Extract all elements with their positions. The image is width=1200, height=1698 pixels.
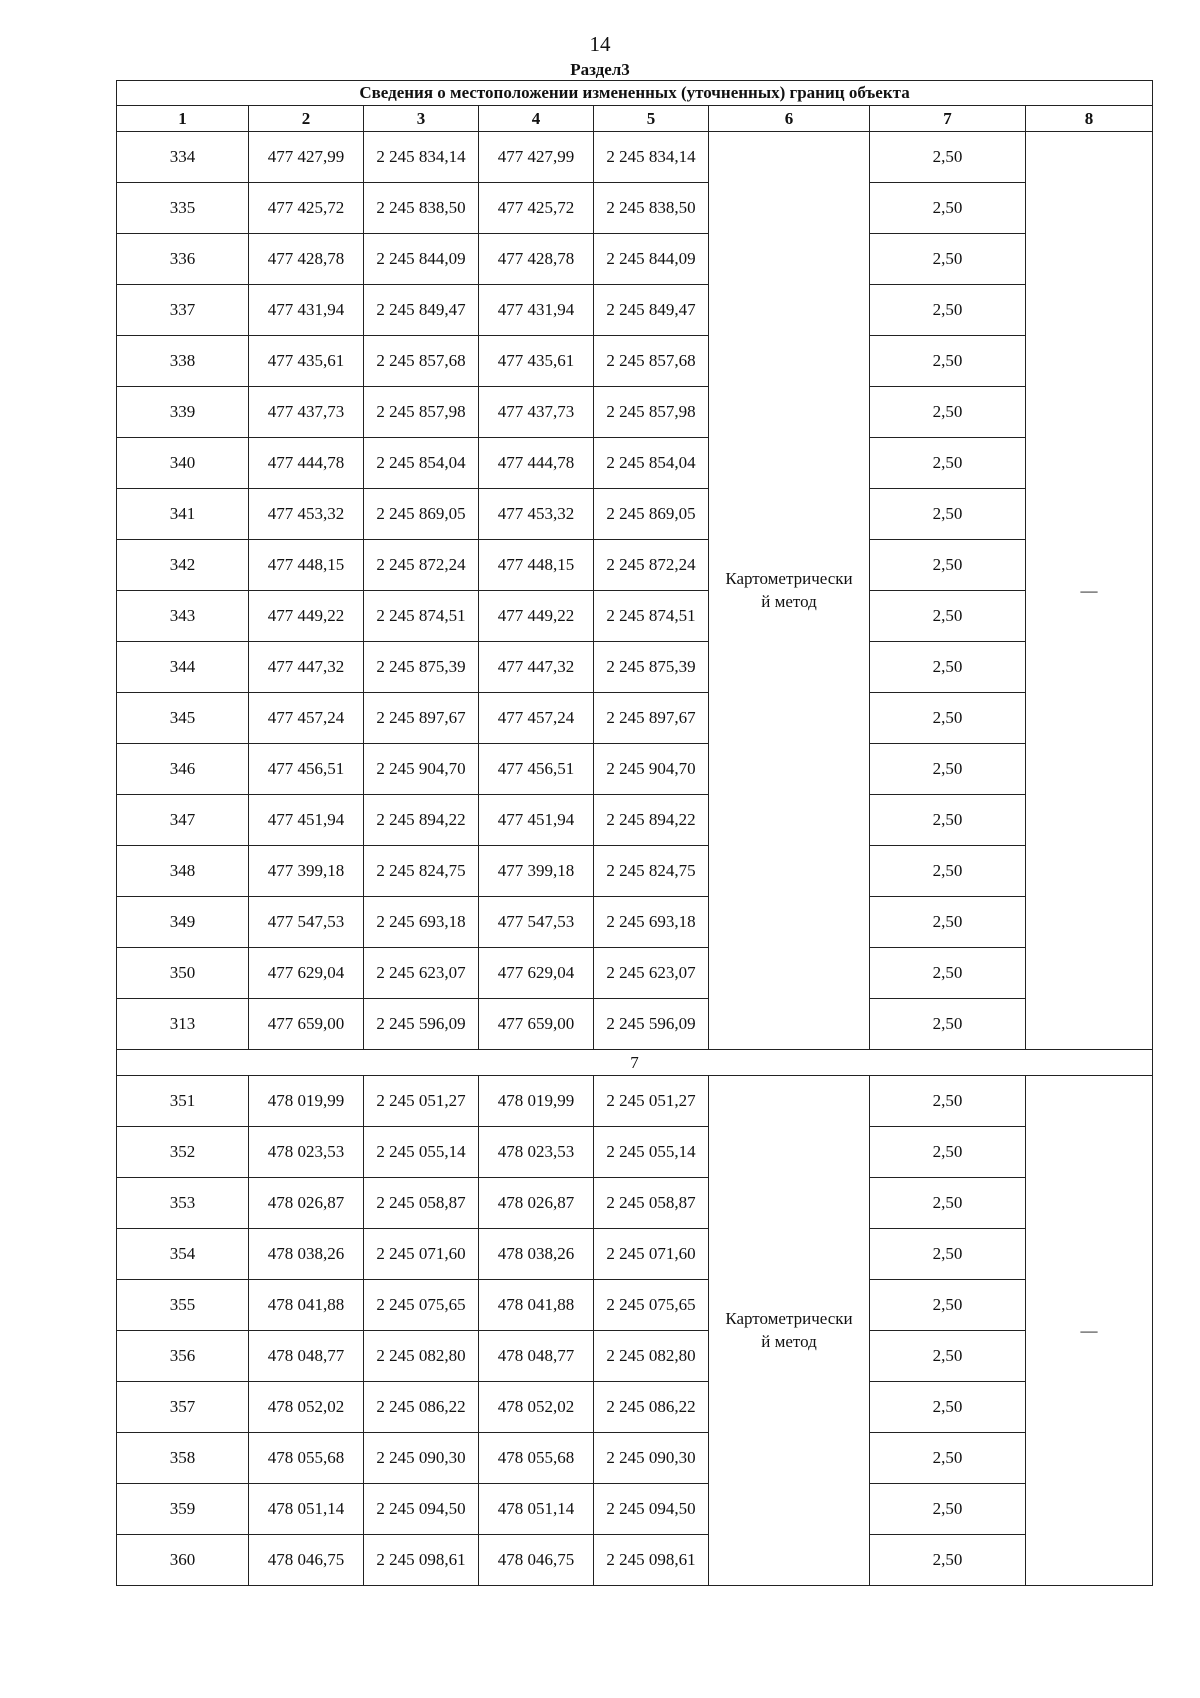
- y-old-cell: 2 245 844,09: [364, 234, 479, 285]
- table-row: [117, 846, 1153, 897]
- accuracy-cell: 2,50: [870, 1535, 1026, 1586]
- accuracy-cell: 2,50: [870, 642, 1026, 693]
- table-row: [117, 285, 1153, 336]
- coordinates-table: [116, 80, 1153, 1586]
- y-old-cell: 2 245 623,07: [364, 948, 479, 999]
- point-number-cell: 353: [117, 1178, 249, 1229]
- x-new-cell: 477 547,53: [479, 897, 594, 948]
- accuracy-cell: 2,50: [870, 1433, 1026, 1484]
- group-label: 7: [117, 1050, 1153, 1076]
- accuracy-cell: 2,50: [870, 1484, 1026, 1535]
- y-new-cell: 2 245 623,07: [594, 948, 709, 999]
- x-new-cell: 478 019,99: [479, 1076, 594, 1127]
- point-number-cell: 313: [117, 999, 249, 1050]
- accuracy-cell: 2,50: [870, 846, 1026, 897]
- y-old-cell: 2 245 857,68: [364, 336, 479, 387]
- point-number-cell: 344: [117, 642, 249, 693]
- y-new-cell: 2 245 596,09: [594, 999, 709, 1050]
- accuracy-cell: 2,50: [870, 744, 1026, 795]
- point-number-cell: 347: [117, 795, 249, 846]
- x-new-cell: 477 444,78: [479, 438, 594, 489]
- x-new-cell: 478 023,53: [479, 1127, 594, 1178]
- x-old-cell: 477 435,61: [249, 336, 364, 387]
- column-header: 5: [594, 106, 709, 132]
- x-old-cell: 478 052,02: [249, 1382, 364, 1433]
- point-number-cell: 345: [117, 693, 249, 744]
- column-header: 8: [1026, 106, 1153, 132]
- point-number-cell: 343: [117, 591, 249, 642]
- x-new-cell: 477 431,94: [479, 285, 594, 336]
- accuracy-cell: 2,50: [870, 234, 1026, 285]
- method-cell: [709, 1076, 870, 1586]
- table-caption-row: [117, 81, 1153, 106]
- accuracy-cell: 2,50: [870, 540, 1026, 591]
- y-old-cell: 2 245 094,50: [364, 1484, 479, 1535]
- accuracy-cell: 2,50: [870, 1331, 1026, 1382]
- y-old-cell: 2 245 082,80: [364, 1331, 479, 1382]
- column-header: 4: [479, 106, 594, 132]
- point-number-cell: 355: [117, 1280, 249, 1331]
- accuracy-cell: 2,50: [870, 1178, 1026, 1229]
- y-old-cell: 2 245 894,22: [364, 795, 479, 846]
- x-old-cell: 477 457,24: [249, 693, 364, 744]
- x-old-cell: 477 447,32: [249, 642, 364, 693]
- table-row: [117, 183, 1153, 234]
- table-row: [117, 693, 1153, 744]
- x-new-cell: 477 435,61: [479, 336, 594, 387]
- y-new-cell: 2 245 071,60: [594, 1229, 709, 1280]
- y-old-cell: 2 245 849,47: [364, 285, 479, 336]
- table-row: [117, 1280, 1153, 1331]
- x-old-cell: 478 051,14: [249, 1484, 364, 1535]
- point-number-cell: 348: [117, 846, 249, 897]
- y-new-cell: 2 245 904,70: [594, 744, 709, 795]
- table-caption: Сведения о местоположении измененных (уточненных) границ объекта: [117, 81, 1153, 106]
- y-old-cell: 2 245 055,14: [364, 1127, 479, 1178]
- accuracy-cell: 2,50: [870, 438, 1026, 489]
- x-old-cell: 477 659,00: [249, 999, 364, 1050]
- x-new-cell: 478 055,68: [479, 1433, 594, 1484]
- x-old-cell: 477 437,73: [249, 387, 364, 438]
- x-old-cell: 477 449,22: [249, 591, 364, 642]
- column-header: 1: [117, 106, 249, 132]
- y-old-cell: 2 245 086,22: [364, 1382, 479, 1433]
- y-new-cell: 2 245 849,47: [594, 285, 709, 336]
- table-row: [117, 1127, 1153, 1178]
- y-old-cell: 2 245 857,98: [364, 387, 479, 438]
- point-number-cell: 356: [117, 1331, 249, 1382]
- x-old-cell: 477 399,18: [249, 846, 364, 897]
- column-header: 6: [709, 106, 870, 132]
- y-new-cell: 2 245 051,27: [594, 1076, 709, 1127]
- point-number-cell: 360: [117, 1535, 249, 1586]
- x-new-cell: 478 052,02: [479, 1382, 594, 1433]
- x-old-cell: 478 023,53: [249, 1127, 364, 1178]
- method-text-line: й метод: [761, 1331, 817, 1351]
- point-number-cell: 340: [117, 438, 249, 489]
- point-number-cell: 337: [117, 285, 249, 336]
- point-number-cell: 357: [117, 1382, 249, 1433]
- point-number-cell: 341: [117, 489, 249, 540]
- x-new-cell: 478 046,75: [479, 1535, 594, 1586]
- point-number-cell: 342: [117, 540, 249, 591]
- accuracy-cell: 2,50: [870, 132, 1026, 183]
- y-new-cell: 2 245 058,87: [594, 1178, 709, 1229]
- column-header: 3: [364, 106, 479, 132]
- x-old-cell: 477 453,32: [249, 489, 364, 540]
- point-number-cell: 339: [117, 387, 249, 438]
- x-new-cell: 477 437,73: [479, 387, 594, 438]
- point-number-cell: 336: [117, 234, 249, 285]
- x-new-cell: 477 451,94: [479, 795, 594, 846]
- accuracy-cell: 2,50: [870, 336, 1026, 387]
- table-row: [117, 591, 1153, 642]
- table-row: [117, 387, 1153, 438]
- accuracy-cell: 2,50: [870, 999, 1026, 1050]
- x-old-cell: 477 427,99: [249, 132, 364, 183]
- y-old-cell: 2 245 874,51: [364, 591, 479, 642]
- x-old-cell: 478 026,87: [249, 1178, 364, 1229]
- x-old-cell: 477 629,04: [249, 948, 364, 999]
- y-old-cell: 2 245 854,04: [364, 438, 479, 489]
- y-new-cell: 2 245 098,61: [594, 1535, 709, 1586]
- x-old-cell: 477 431,94: [249, 285, 364, 336]
- x-new-cell: 478 038,26: [479, 1229, 594, 1280]
- point-number-cell: 358: [117, 1433, 249, 1484]
- table-row: [117, 642, 1153, 693]
- point-number-cell: 359: [117, 1484, 249, 1535]
- y-old-cell: 2 245 869,05: [364, 489, 479, 540]
- x-new-cell: 477 456,51: [479, 744, 594, 795]
- x-old-cell: 477 444,78: [249, 438, 364, 489]
- y-new-cell: 2 245 082,80: [594, 1331, 709, 1382]
- table-row: [117, 132, 1153, 183]
- x-new-cell: 478 048,77: [479, 1331, 594, 1382]
- y-new-cell: 2 245 854,04: [594, 438, 709, 489]
- accuracy-cell: 2,50: [870, 489, 1026, 540]
- column-header: 7: [870, 106, 1026, 132]
- note-cell: —: [1026, 1076, 1153, 1586]
- y-new-cell: 2 245 838,50: [594, 183, 709, 234]
- x-new-cell: 477 629,04: [479, 948, 594, 999]
- y-new-cell: 2 245 897,67: [594, 693, 709, 744]
- x-old-cell: 477 456,51: [249, 744, 364, 795]
- point-number-cell: 354: [117, 1229, 249, 1280]
- accuracy-cell: 2,50: [870, 795, 1026, 846]
- accuracy-cell: 2,50: [870, 591, 1026, 642]
- y-old-cell: 2 245 098,61: [364, 1535, 479, 1586]
- accuracy-cell: 2,50: [870, 693, 1026, 744]
- table-row: [117, 1382, 1153, 1433]
- y-old-cell: 2 245 051,27: [364, 1076, 479, 1127]
- x-new-cell: 477 427,99: [479, 132, 594, 183]
- x-new-cell: 478 026,87: [479, 1178, 594, 1229]
- table-row: [117, 489, 1153, 540]
- x-new-cell: 478 041,88: [479, 1280, 594, 1331]
- x-old-cell: 478 048,77: [249, 1331, 364, 1382]
- x-old-cell: 477 451,94: [249, 795, 364, 846]
- y-new-cell: 2 245 857,98: [594, 387, 709, 438]
- y-old-cell: 2 245 596,09: [364, 999, 479, 1050]
- y-new-cell: 2 245 844,09: [594, 234, 709, 285]
- point-number-cell: 351: [117, 1076, 249, 1127]
- column-header: 2: [249, 106, 364, 132]
- y-old-cell: 2 245 838,50: [364, 183, 479, 234]
- note-cell: —: [1026, 132, 1153, 1050]
- accuracy-cell: 2,50: [870, 387, 1026, 438]
- method-text-line: Картометрически: [725, 1308, 853, 1328]
- group-label-row: [117, 1050, 1153, 1076]
- table-row: [117, 234, 1153, 285]
- x-new-cell: 477 453,32: [479, 489, 594, 540]
- accuracy-cell: 2,50: [870, 1280, 1026, 1331]
- accuracy-cell: 2,50: [870, 948, 1026, 999]
- y-new-cell: 2 245 857,68: [594, 336, 709, 387]
- accuracy-cell: 2,50: [870, 1076, 1026, 1127]
- y-new-cell: 2 245 834,14: [594, 132, 709, 183]
- section-title: Раздел3: [570, 60, 630, 79]
- x-new-cell: 477 448,15: [479, 540, 594, 591]
- x-new-cell: 477 457,24: [479, 693, 594, 744]
- y-old-cell: 2 245 834,14: [364, 132, 479, 183]
- table-row: [117, 1178, 1153, 1229]
- page-number: 14: [589, 32, 611, 56]
- y-old-cell: 2 245 058,87: [364, 1178, 479, 1229]
- column-header-row: [117, 106, 1153, 132]
- table-row: [117, 948, 1153, 999]
- y-new-cell: 2 245 894,22: [594, 795, 709, 846]
- x-new-cell: 477 659,00: [479, 999, 594, 1050]
- point-number-cell: 350: [117, 948, 249, 999]
- y-new-cell: 2 245 090,30: [594, 1433, 709, 1484]
- y-new-cell: 2 245 875,39: [594, 642, 709, 693]
- y-new-cell: 2 245 055,14: [594, 1127, 709, 1178]
- y-old-cell: 2 245 872,24: [364, 540, 479, 591]
- accuracy-cell: 2,50: [870, 1127, 1026, 1178]
- y-old-cell: 2 245 090,30: [364, 1433, 479, 1484]
- table-row: [117, 438, 1153, 489]
- x-new-cell: 477 425,72: [479, 183, 594, 234]
- accuracy-cell: 2,50: [870, 1382, 1026, 1433]
- y-old-cell: 2 245 875,39: [364, 642, 479, 693]
- y-old-cell: 2 245 904,70: [364, 744, 479, 795]
- table-row: [117, 1076, 1153, 1127]
- y-old-cell: 2 245 897,67: [364, 693, 479, 744]
- x-old-cell: 477 428,78: [249, 234, 364, 285]
- point-number-cell: 346: [117, 744, 249, 795]
- y-new-cell: 2 245 872,24: [594, 540, 709, 591]
- x-new-cell: 477 428,78: [479, 234, 594, 285]
- x-new-cell: 478 051,14: [479, 1484, 594, 1535]
- x-old-cell: 478 041,88: [249, 1280, 364, 1331]
- x-old-cell: 477 547,53: [249, 897, 364, 948]
- y-new-cell: 2 245 869,05: [594, 489, 709, 540]
- table-row: [117, 1484, 1153, 1535]
- x-old-cell: 478 019,99: [249, 1076, 364, 1127]
- accuracy-cell: 2,50: [870, 183, 1026, 234]
- point-number-cell: 338: [117, 336, 249, 387]
- table-row: [117, 1535, 1153, 1586]
- y-new-cell: 2 245 693,18: [594, 897, 709, 948]
- x-old-cell: 478 038,26: [249, 1229, 364, 1280]
- table-row: [117, 1433, 1153, 1484]
- table-row: [117, 999, 1153, 1050]
- table-row: [117, 540, 1153, 591]
- y-new-cell: 2 245 874,51: [594, 591, 709, 642]
- x-new-cell: 477 399,18: [479, 846, 594, 897]
- table-row: [117, 1229, 1153, 1280]
- x-new-cell: 477 447,32: [479, 642, 594, 693]
- y-old-cell: 2 245 824,75: [364, 846, 479, 897]
- y-old-cell: 2 245 075,65: [364, 1280, 479, 1331]
- method-text-line: Картометрически: [725, 568, 853, 588]
- y-new-cell: 2 245 094,50: [594, 1484, 709, 1535]
- method-text-line: й метод: [761, 591, 817, 611]
- y-old-cell: 2 245 071,60: [364, 1229, 479, 1280]
- y-new-cell: 2 245 824,75: [594, 846, 709, 897]
- accuracy-cell: 2,50: [870, 1229, 1026, 1280]
- x-old-cell: 478 046,75: [249, 1535, 364, 1586]
- table-row: [117, 897, 1153, 948]
- accuracy-cell: 2,50: [870, 285, 1026, 336]
- y-old-cell: 2 245 693,18: [364, 897, 479, 948]
- y-new-cell: 2 245 075,65: [594, 1280, 709, 1331]
- point-number-cell: 334: [117, 132, 249, 183]
- table-row: [117, 795, 1153, 846]
- x-old-cell: 478 055,68: [249, 1433, 364, 1484]
- point-number-cell: 335: [117, 183, 249, 234]
- x-old-cell: 477 425,72: [249, 183, 364, 234]
- y-new-cell: 2 245 086,22: [594, 1382, 709, 1433]
- table-row: [117, 744, 1153, 795]
- point-number-cell: 352: [117, 1127, 249, 1178]
- x-new-cell: 477 449,22: [479, 591, 594, 642]
- x-old-cell: 477 448,15: [249, 540, 364, 591]
- point-number-cell: 349: [117, 897, 249, 948]
- method-cell: [709, 132, 870, 1050]
- table-row: [117, 1331, 1153, 1382]
- table-row: [117, 336, 1153, 387]
- accuracy-cell: 2,50: [870, 897, 1026, 948]
